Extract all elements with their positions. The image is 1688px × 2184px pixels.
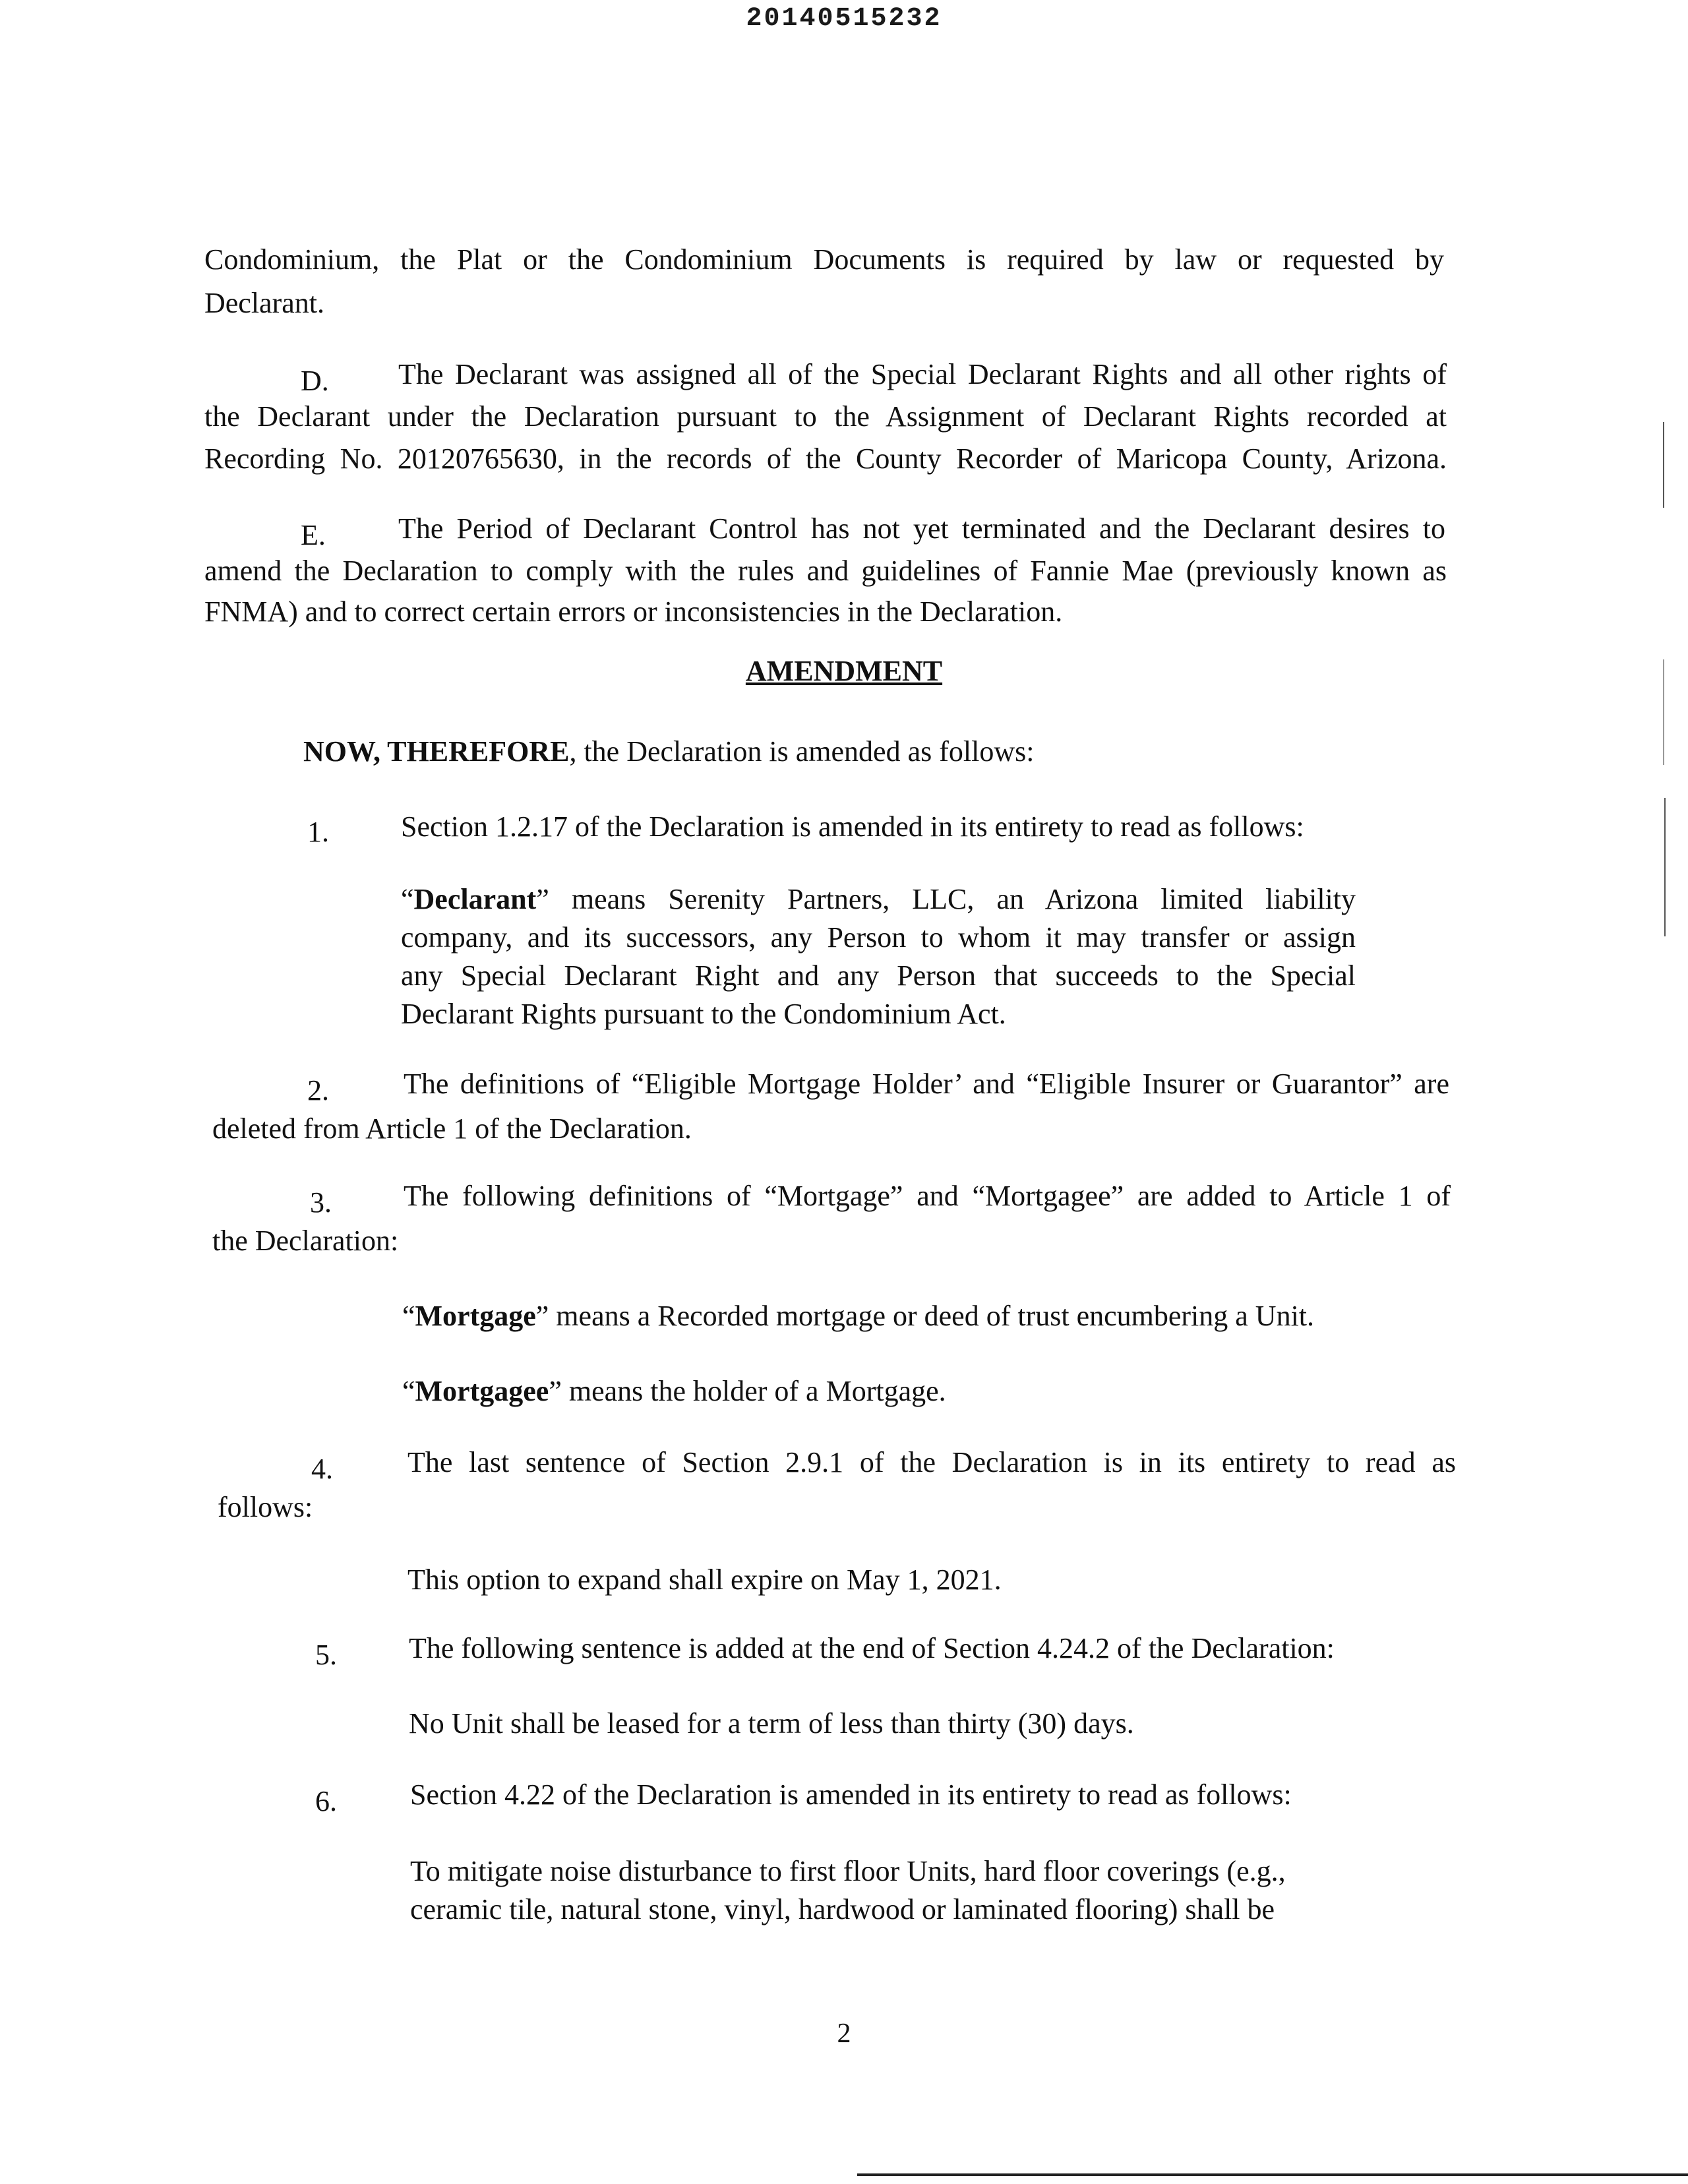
mortgage-definition: “Mortgage” means a Recorded mortgage or deed of trust encumbering a Unit. bbox=[402, 1300, 1315, 1332]
recital-d-line-3: Recording No. 20120765630, in the records of the County Recorder of Maricopa County, Arizona. bbox=[204, 442, 1447, 475]
item-4-line-1: The last sentence of Section 2.9.1 of the Declaration is in its entirety to read as bbox=[407, 1446, 1456, 1478]
declarant-definition-line-2: company, and its successors, any Person to whom it may transfer or assign bbox=[401, 921, 1356, 954]
declarant-term: Declarant bbox=[413, 883, 537, 915]
item-6-quote-line-2: ceramic tile, natural stone, vinyl, hardwood or laminated flooring) shall be bbox=[410, 1893, 1275, 1926]
intro-line-2: Declarant. bbox=[204, 287, 324, 319]
recital-d-line-2: the Declarant under the Declaration pursuant to the Assignment of Declarant Rights recorded at bbox=[204, 400, 1447, 433]
now-therefore-clause bbox=[303, 732, 1034, 772]
item-6-number: 6. bbox=[315, 1785, 337, 1817]
recital-e-line-3: FNMA) and to correct certain errors or inconsistencies in the Declaration. bbox=[204, 595, 1063, 628]
item-5-number: 5. bbox=[315, 1639, 337, 1671]
item-6-quote-line-1: To mitigate noise disturbance to first floor Units, hard floor coverings (e.g., bbox=[410, 1855, 1286, 1887]
scan-edge-mark-1 bbox=[1663, 422, 1664, 508]
mortgagee-definition: “Mortgagee” means the holder of a Mortgage. bbox=[402, 1375, 946, 1407]
item-1-number: 1. bbox=[307, 816, 329, 848]
item-3-line-1: The following definitions of “Mortgage” and “Mortgagee” are added to Article 1 of bbox=[404, 1180, 1451, 1212]
scan-edge-mark-3 bbox=[1664, 798, 1666, 936]
now-therefore-rest: , the Declaration is amended as follows: bbox=[569, 735, 1035, 768]
item-5-quote: No Unit shall be leased for a term of less than thirty (30) days. bbox=[409, 1707, 1134, 1740]
item-4-number: 4. bbox=[311, 1453, 333, 1485]
declarant-definition-line-3: any Special Declarant Right and any Person that succeeds to the Special bbox=[401, 959, 1356, 992]
scan-bottom-line bbox=[857, 2173, 1688, 2176]
mortgage-term: Mortgage bbox=[415, 1300, 536, 1332]
item-5-text: The following sentence is added at the end of Section 4.24.2 of the Declaration: bbox=[409, 1632, 1335, 1664]
declarant-definition-line-1: “Declarant” means Serenity Partners, LLC, an Arizona limited liability bbox=[401, 883, 1356, 915]
recording-number: 20140515232 bbox=[746, 4, 942, 34]
item-2-line-1: The definitions of “Eligible Mortgage Holder’ and “Eligible Insurer or Guarantor” are bbox=[404, 1068, 1449, 1100]
intro-line-1: Condominium, the Plat or the Condominium Documents is required by law or requested by bbox=[204, 243, 1444, 276]
item-4-line-2: follows: bbox=[218, 1491, 313, 1523]
item-2-line-2: deleted from Article 1 of the Declaration. bbox=[212, 1112, 692, 1145]
item-3-number: 3. bbox=[310, 1186, 332, 1219]
item-2-number: 2. bbox=[307, 1074, 329, 1107]
mortgagee-term: Mortgagee bbox=[415, 1375, 549, 1407]
now-therefore-bold: NOW, THEREFORE bbox=[303, 735, 570, 768]
recital-d-label: D. bbox=[301, 365, 329, 397]
recital-e-label: E. bbox=[301, 519, 326, 551]
page-number: 2 bbox=[837, 2018, 851, 2049]
recital-e-line-1: The Period of Declarant Control has not yet terminated and the Declarant desires to bbox=[398, 512, 1445, 545]
amendment-heading: AMENDMENT bbox=[745, 655, 943, 687]
declarant-definition-line-4: Declarant Rights pursuant to the Condominium Act. bbox=[401, 998, 1006, 1030]
scan-edge-mark-2 bbox=[1663, 659, 1664, 765]
item-4-quote: This option to expand shall expire on May 1, 2021. bbox=[407, 1563, 1002, 1596]
item-3-line-2: the Declaration: bbox=[212, 1225, 399, 1257]
item-1-text: Section 1.2.17 of the Declaration is amended in its entirety to read as follows: bbox=[401, 810, 1304, 843]
item-6-text: Section 4.22 of the Declaration is amended in its entirety to read as follows: bbox=[410, 1778, 1292, 1811]
recital-d-line-1: The Declarant was assigned all of the Special Declarant Rights and all other rights of bbox=[398, 358, 1447, 390]
recital-e-line-2: amend the Declaration to comply with the rules and guidelines of Fannie Mae (previously known as bbox=[204, 555, 1447, 587]
